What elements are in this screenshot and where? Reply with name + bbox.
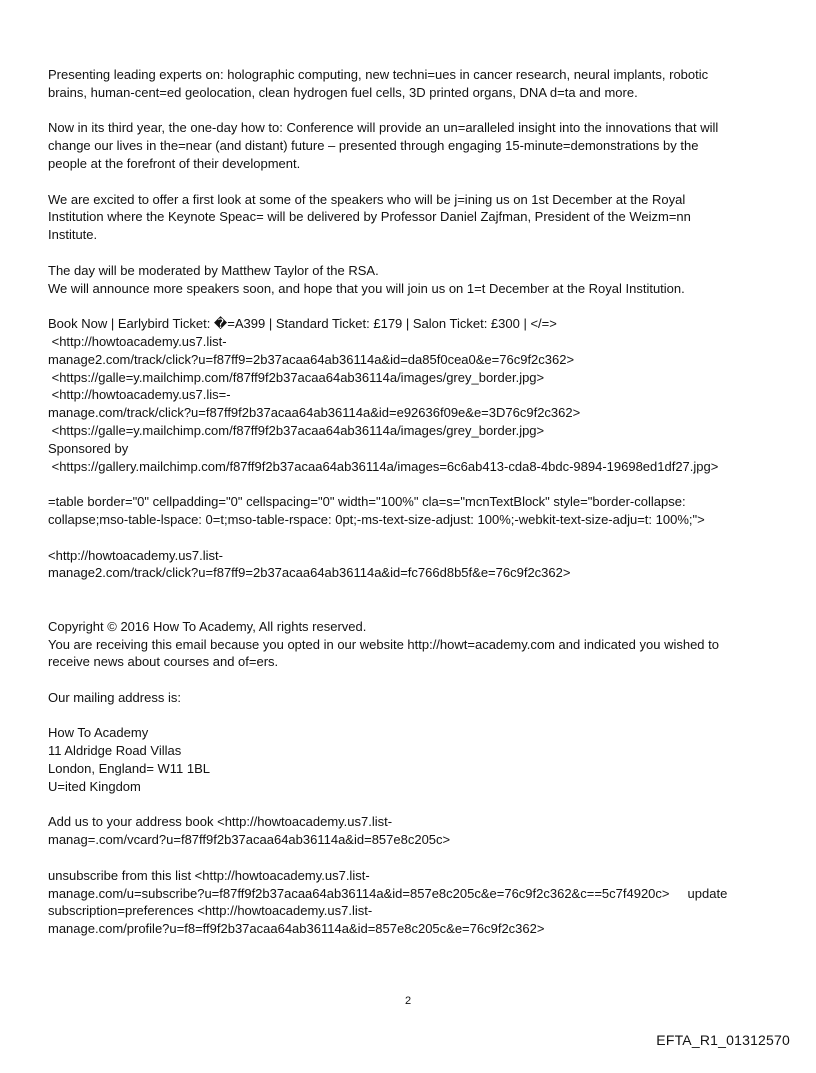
text-line: Our mailing address is: (48, 689, 181, 705)
document-id: EFTA_R1_01312570 (656, 1032, 790, 1048)
link-text[interactable]: <https://gallery.mailchimp.com/f87ff9f2b37acaa64ab36114a/images=6c6ab413-cda8-4bdc-9894-19698ed1df27.jpg> (48, 458, 719, 474)
unsubscribe-link[interactable]: manage.com/u=subscribe?u=f87ff9f2b37acaa64ab36114a&id=857e8c205c&e=76c9f2c362&c==5c7f4920c> update (48, 885, 728, 901)
link-text[interactable]: manag=.com/vcard?u=f87ff9f2b37acaa64ab36114a&id=857e8c205c> (48, 832, 451, 848)
link-text[interactable]: Add us to your address book <http://howtoacademy.us7.list- (48, 814, 393, 830)
text-line: We will announce more speakers soon, and hope that you will join us on 1=t December at the Royal Institution. (48, 280, 685, 296)
link-text[interactable]: <http://howtoacademy.us7.lis=- (48, 387, 231, 403)
text-line: We are excited to offer a first look at some of the speakers who will be j=ining us on 1st December at the Royal (48, 191, 686, 207)
address-line: 11 Aldridge Road Villas (48, 743, 182, 759)
address-book-block (48, 813, 768, 849)
email-body (48, 66, 768, 956)
mailing-address (48, 724, 768, 795)
intro-paragraph (48, 66, 768, 102)
text-line: Presenting leading experts on: holographic computing, new techni=ues in cancer research, neural implants, robotic (48, 67, 709, 82)
table-markup-text (48, 493, 768, 529)
update-preferences-link[interactable]: subscription=preferences <http://howtoacademy.us7.list- (48, 903, 373, 919)
book-now-line[interactable]: Book Now | Earlybird Ticket: �=A399 | Standard Ticket: £179 | Salon Ticket: £300 | </=> (48, 316, 557, 332)
unsubscribe-block (48, 867, 768, 938)
text-line: You are receiving this email because you opted in our website http://howt=academy.com and indicated you wished to (48, 636, 719, 652)
link-text[interactable]: manage2.com/track/click?u=f87ff9=2b37acaa64ab36114a&id=da85f0cea0&e=76c9f2c362> (48, 351, 575, 367)
link-text[interactable]: <https://galle=y.mailchimp.com/f87ff9f2b37acaa64ab36114a/images/grey_border.jpg> (48, 369, 545, 385)
link-text[interactable]: <https://galle=y.mailchimp.com/f87ff9f2b37acaa64ab36114a/images/grey_border.jpg> (48, 422, 545, 438)
copyright-block (48, 618, 768, 671)
link-text[interactable]: <http://howtoacademy.us7.list- (48, 333, 227, 349)
text-line: Copyright © 2016 How To Academy, All rights reserved. (48, 618, 367, 634)
text-line: collapse;mso-table-lspace: 0=t;mso-table-rspace: 0pt;-ms-text-size-adjust: 100%;-webkit-text-size-adju=t: 100%;"> (48, 511, 705, 527)
moderator-paragraph (48, 262, 768, 298)
text-line: Institute. (48, 227, 98, 243)
address-line: London, England= W11 1BL (48, 761, 211, 777)
address-line: U=ited Kingdom (48, 778, 141, 794)
text-line: receive news about courses and of=ers. (48, 654, 279, 670)
text-line: brains, human-cent=ed geolocation, clean hydrogen fuel cells, 3D printed organs, DNA d=ta and more. (48, 84, 638, 100)
update-preferences-link[interactable]: manage.com/profile?u=f8=ff9f2b37acaa64ab36114a&id=857e8c205c&e=76c9f2c362> (48, 921, 545, 937)
unsubscribe-link[interactable]: unsubscribe from this list <http://howtoacademy.us7.list- (48, 867, 370, 883)
speakers-paragraph (48, 191, 768, 244)
track-link-block (48, 547, 768, 583)
text-line: Institution where the Keynote Speac= will be delivered by Professor Daniel Zajfman, President of the Weizm=nn (48, 209, 691, 225)
text-line: The day will be moderated by Matthew Taylor of the RSA. (48, 262, 379, 278)
conference-paragraph (48, 119, 768, 172)
link-text[interactable]: manage2.com/track/click?u=f87ff9=2b37acaa64ab36114a&id=fc766d8b5f&e=76c9f2c362> (48, 565, 571, 581)
booking-block (48, 315, 768, 475)
text-line: change our lives in the=near (and distant) future – presented through engaging 15-minute=demonstrations by the (48, 138, 699, 154)
link-text[interactable]: manage.com/track/click?u=f87ff9f2b37acaa64ab36114a&id=e92636f09e&e=3D76c9f2c362> (48, 405, 581, 421)
link-text[interactable]: <http://howtoacademy.us7.list- (48, 547, 223, 563)
text-line: people at the forefront of their development. (48, 155, 301, 171)
sponsored-label: Sponsored by (48, 440, 129, 456)
mailing-label (48, 689, 768, 707)
text-line: Now in its third year, the one-day how to: Conference will provide an un=aralleled insight into the innovations that will (48, 120, 719, 136)
address-line: How To Academy (48, 725, 149, 741)
page-number: 2 (404, 995, 412, 1007)
text-line: =table border="0" cellpadding="0" cellspacing="0" width="100%" cla=s="mcnTextBlock" style="border-collapse: (48, 494, 686, 510)
